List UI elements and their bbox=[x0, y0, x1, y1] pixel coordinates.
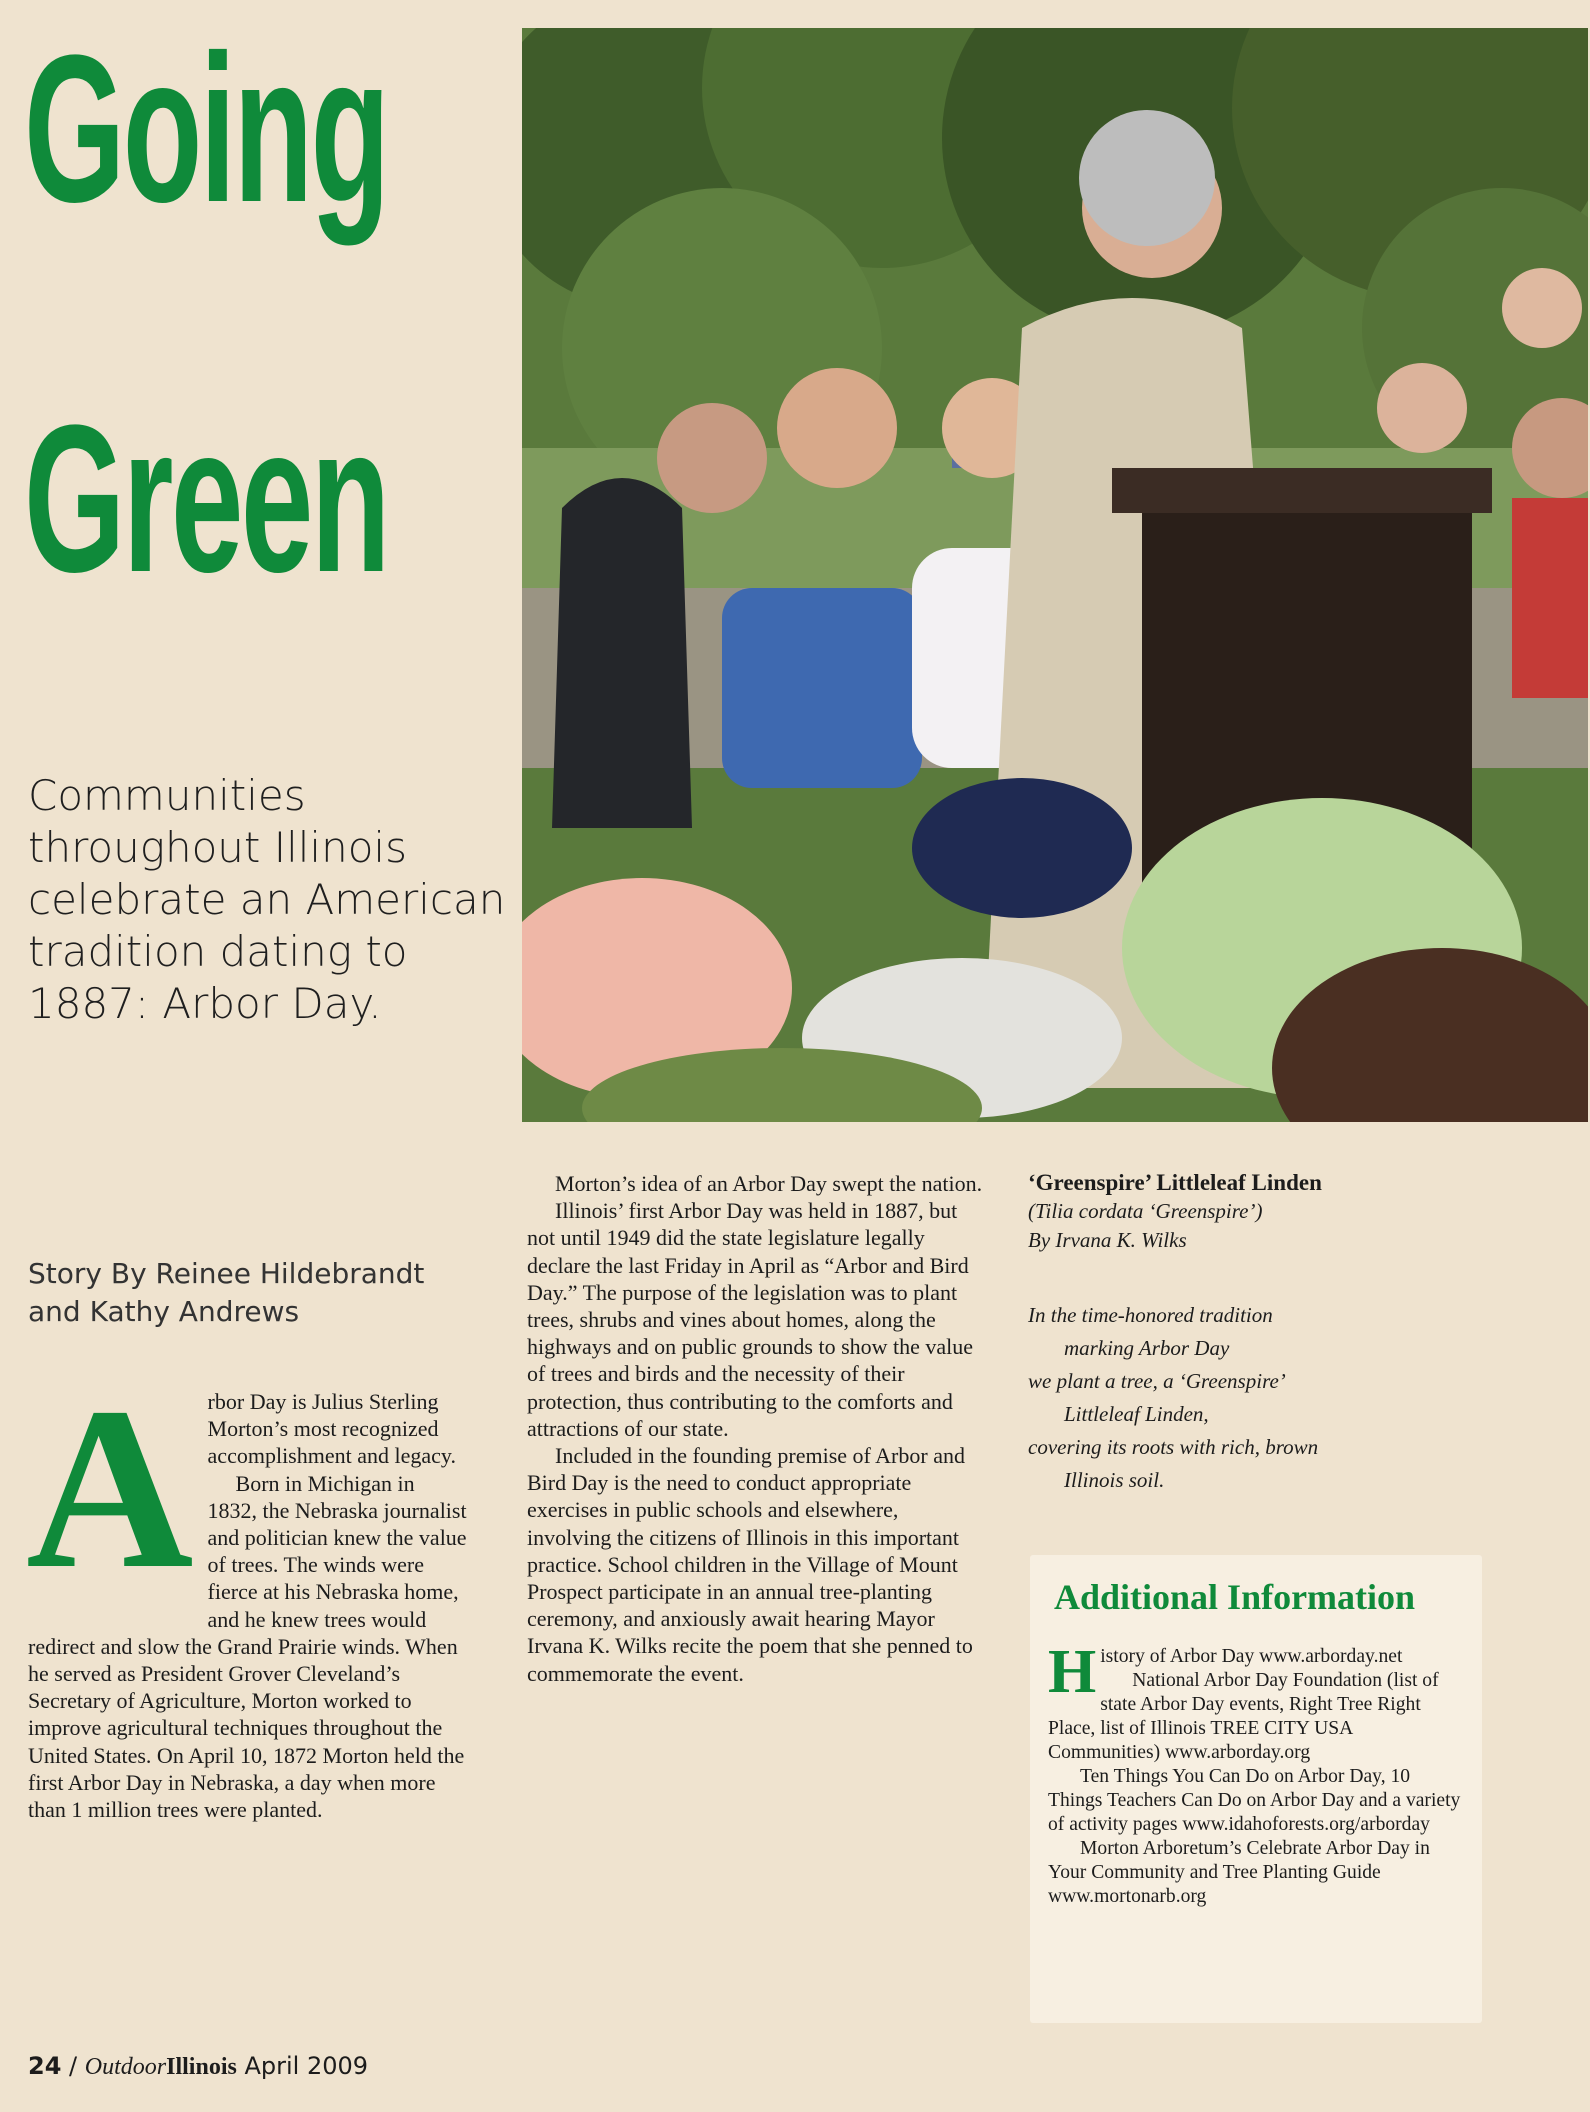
magazine-name bbox=[85, 2054, 237, 2080]
article-paragraph: Illinois’ first Arbor Day was held in 1887, but not until 1949 did the state legislature legally declare the last Friday in April as “Arbor and Bird Day.” The purpose of the legislation was to plant trees, shrubs and vines about homes, along the highways and on public grounds to show the value of trees and birds and the necessity of their protection, thus contributing to the comforts and attractions of our state. bbox=[527, 1198, 974, 1441]
poem-author: By Irvana K. Wilks bbox=[1028, 1228, 1187, 1252]
drop-cap: A bbox=[26, 1360, 194, 1617]
byline bbox=[28, 1255, 518, 1331]
info-item: Morton Arboretum’s Celebrate Arbor Day in Your Community and Tree Planting Guide www.mortonarb.org bbox=[1048, 1838, 1430, 1907]
article-paragraph: Morton’s idea of an Arbor Day swept the nation. bbox=[555, 1171, 983, 1196]
poem-latin-name: (Tilia cordata ‘Greenspire’) bbox=[1028, 1199, 1263, 1223]
additional-information-title: Additional Information bbox=[1054, 1577, 1416, 1617]
poem-title: ‘Greenspire’ Littleleaf Linden bbox=[1028, 1170, 1322, 1195]
headline-line-2: Green bbox=[24, 381, 388, 616]
page-footer bbox=[28, 2052, 368, 2081]
poem-line: Littleleaf Linden, bbox=[1064, 1402, 1209, 1426]
info-item bbox=[1048, 1638, 1462, 1706]
poem-line: In the time-honored tradition bbox=[1028, 1303, 1273, 1327]
footer-separator: / bbox=[69, 2052, 78, 2080]
info-drop-cap: H bbox=[1048, 1638, 1097, 1706]
article-column-2 bbox=[527, 1170, 987, 1687]
info-item-text: istory of Arbor Day www.arborday.net bbox=[1100, 1646, 1403, 1667]
article-paragraph: Born in Michigan in 1832, the Nebraska journalist and politician knew the value of trees. The winds were fierce at his Nebraska home, and he knew trees would redirect and slow the Grand Prairie winds. When he served as President Grover Cleveland’s Secretary of Agriculture, Morton worked to improve agricultural techniques throughout the United States. On April 10, 1872 Morton held the first Arbor Day in Nebraska, a day when more than 1 million trees were planted. bbox=[28, 1470, 467, 1823]
byline-line-1: Story By Reinee Hildebrandt bbox=[28, 1257, 425, 1290]
article-column-1 bbox=[26, 1360, 468, 1823]
poem-column bbox=[1028, 1168, 1478, 1497]
poem-line: covering its roots with rich, brown bbox=[1028, 1435, 1319, 1459]
info-item: Ten Things You Can Do on Arbor Day, 10 Things Teachers Can Do on Arbor Day and a variety of activity pages www.idahoforests.org/arborday bbox=[1048, 1766, 1461, 1835]
subheadline: Communities throughout Illinois celebrate an American tradition dating to 1887: Arbor Day. bbox=[28, 771, 506, 1028]
info-item: National Arbor Day Foundation (list of state Arbor Day events, Right Tree Right Place, list of Illinois TREE CITY USA Communities) www.arborday.org bbox=[1048, 1670, 1439, 1763]
article-paragraph: Included in the founding premise of Arbor and Bird Day is the need to conduct appropriate exercises in public schools and elsewhere, involving the citizens of Illinois in this important practice. School children in the Village of Mount Prospect participate in an annual tree-planting ceremony, and anxiously await hearing Mayor Irvana K. Wilks recite the poem that she penned to commemorate the event. bbox=[527, 1443, 973, 1686]
arbor-day-ceremony-photo bbox=[522, 28, 1588, 1122]
byline-line-2: and Kathy Andrews bbox=[28, 1295, 300, 1328]
page-number: 24 bbox=[28, 2052, 62, 2080]
article-paragraph: rbor Day is Julius Sterling Morton’s most recognized accomplishment and legacy. bbox=[207, 1389, 456, 1469]
poem-line: marking Arbor Day bbox=[1064, 1336, 1230, 1360]
poem-line: Illinois soil. bbox=[1064, 1468, 1165, 1492]
additional-information-list bbox=[1048, 1638, 1462, 1909]
magazine-title: Illinois bbox=[166, 2054, 237, 2080]
issue-date: April 2009 bbox=[244, 2052, 369, 2080]
poem-line: we plant a tree, a ‘Greenspire’ bbox=[1028, 1369, 1286, 1393]
magazine-prefix: Outdoor bbox=[84, 2054, 167, 2080]
additional-information-box bbox=[1030, 1555, 1482, 2023]
poem-body bbox=[1028, 1299, 1478, 1497]
headline-line-1: Going bbox=[24, 11, 388, 246]
